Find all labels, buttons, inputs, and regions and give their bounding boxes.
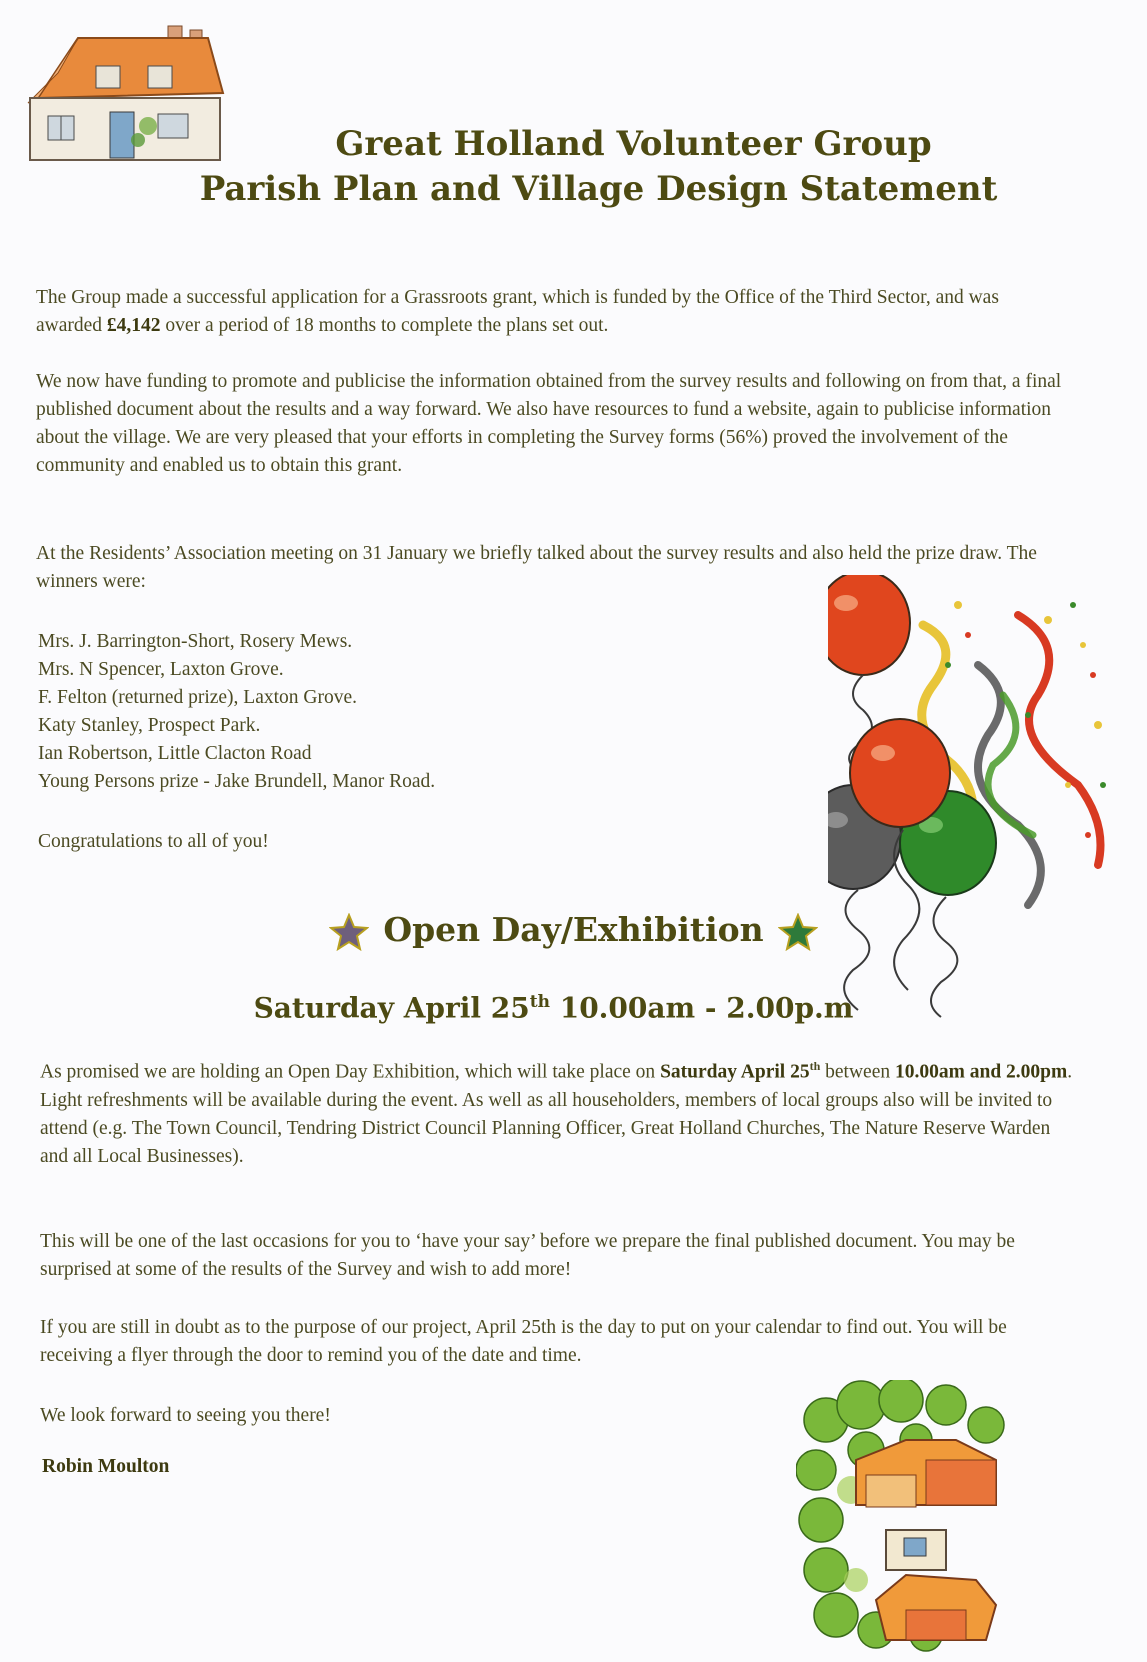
intro-paragraph: The Group made a successful application for a Grassroots grant, which is funded by the Office of the Third Sector, and was awarded £4,142 over a period of 18 months to complete the plans set out. <box>36 287 999 336</box>
page-title: Great Holland Volunteer Group <box>335 124 932 164</box>
page-subtitle: Parish Plan and Village Design Statement <box>199 169 998 209</box>
signature: Robin Moulton <box>42 1456 170 1477</box>
event-heading-text: Open Day/Exhibition <box>383 910 764 949</box>
list-item: Mrs. N Spencer, Laxton Grove. <box>38 659 284 680</box>
list-item: Mrs. J. Barrington-Short, Rosery Mews. <box>38 631 353 652</box>
have-your-say-paragraph: This will be one of the last occasions for you to ‘have your say’ before we prepare the final published document. You may be surprised at some of the results of the Survey and wish to add more! <box>40 1231 1015 1280</box>
event-date: Saturday April 25th 10.00am - 2.00p.m <box>253 991 854 1025</box>
funding-paragraph: We now have funding to promote and publicise the information obtained from the survey results and following on from that, a final published document about the results and a way forward. We also have resources to fund a website, again to publicise information about the village. We are very pleased that your efforts in completing the Survey forms (56%) proved the involvement of the community and enabled us to obtain this grant. <box>36 371 1062 476</box>
calendar-paragraph: If you are still in doubt as to the purpose of our project, April 25th is the day to put on your calendar to find out. You will be receiving a flyer through the door to remind you of the date and time. <box>40 1317 1007 1366</box>
list-item: Young Persons prize - Jake Brundell, Manor Road. <box>38 771 436 792</box>
list-item: Katy Stanley, Prospect Park. <box>38 715 261 736</box>
star-left-icon <box>329 913 369 951</box>
star-right-icon <box>778 913 818 951</box>
winners-list <box>38 628 435 796</box>
event-heading <box>0 908 1147 952</box>
closing-text: We look forward to seeing you there! <box>40 1405 331 1426</box>
village-illustration <box>796 1380 1016 1655</box>
balloons-illustration <box>828 575 1128 1035</box>
exhibition-paragraph: As promised we are holding an Open Day Exhibition, which will take place on Saturday April 25th between 10.00am and 2.00pm. Light refreshments will be available during the event. As well as all householders, members of local groups also will be invited to attend (e.g. The Town Council, Tendring District Council Planning Officer, Great Holland Churches, The Nature Reserve Warden and all Local Businesses). <box>40 1059 1073 1167</box>
grant-amount: £4,142 <box>106 315 161 336</box>
list-item: Ian Robertson, Little Clacton Road <box>38 743 312 764</box>
congratulations-text: Congratulations to all of you! <box>38 831 269 852</box>
meeting-paragraph: At the Residents’ Association meeting on 31 January we briefly talked about the survey results and also held the prize draw. The winners were: <box>36 543 1037 592</box>
list-item: F. Felton (returned prize), Laxton Grove. <box>38 687 358 708</box>
